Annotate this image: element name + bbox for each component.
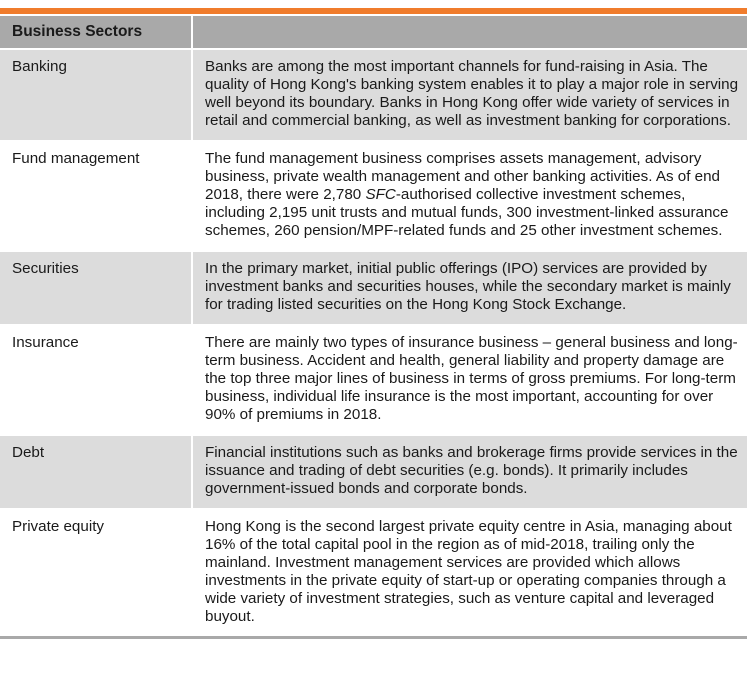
- sector-description: [192, 251, 747, 325]
- header-blank-cell: [192, 16, 747, 49]
- sfc-italic-text: SFC: [365, 186, 396, 203]
- description-text: In the primary market, initial public offerings (IPO) services are provided by investment banks and securities houses, while the secondary market is mainly for trading listed securities on the Hong Kong Stock Exchange.: [205, 260, 731, 313]
- sector-label: Banking: [0, 49, 192, 141]
- sector-description: [192, 141, 747, 251]
- description-text: There are mainly two types of insurance business – general business and long-term business. Accident and health, general liability and property damage are the top three major lines of business in terms of gross premiums. For long-term business, individual life insurance is the most important, accounting for over 90% of premiums in 2018.: [205, 334, 738, 423]
- sector-label: Debt: [0, 435, 192, 509]
- description-text-part: -authorised collective investment schemes, including 2,195 unit trusts and mutual funds, 300 investment-linked assurance schemes, 260 pension/MPF-related funds and 25 other investment schemes.: [205, 186, 729, 239]
- table-row-private-equity: [0, 509, 747, 636]
- business-sectors-table: [0, 16, 747, 636]
- table-row-securities: [0, 251, 747, 325]
- description-text: Banks are among the most important channels for fund-raising in Asia. The quality of Hong Kong's banking system enables it to play a major role in serving well beyond its boundary. Banks in Hong Kong offer wide variety of services in retail and commercial banking, as well as investment banking for corporations.: [205, 58, 739, 129]
- sector-label: Insurance: [0, 325, 192, 435]
- table-row-debt: [0, 435, 747, 509]
- description-text: Hong Kong is the second largest private equity centre in Asia, managing about 16% of the total capital pool in the region as of mid-2018, trailing only the mainland. Investment management services are provided which allows investments in the private equity of start-up or operating companies through a wide variety of investment strategies, such as venture capital and leveraged buyout.: [205, 518, 732, 625]
- table-bottom-rule: [0, 636, 747, 639]
- accent-top-rule: [0, 8, 747, 14]
- table-row-insurance: [0, 325, 747, 435]
- sector-description: [192, 49, 747, 141]
- description-text: [205, 150, 741, 240]
- sector-description: [192, 435, 747, 509]
- description-text: Financial institutions such as banks and brokerage firms provide services in the issuance and trading of debt securities (e.g. bonds). It primarily includes government-issued bonds and corporate bonds.: [205, 444, 738, 497]
- sector-description: [192, 509, 747, 636]
- table-header-row: [0, 16, 747, 49]
- sector-label: Fund management: [0, 141, 192, 251]
- sector-label: Securities: [0, 251, 192, 325]
- sector-label: Private equity: [0, 509, 192, 636]
- sector-description: [192, 325, 747, 435]
- table-row-fund-management: [0, 141, 747, 251]
- header-business-sectors: Business Sectors: [0, 16, 192, 49]
- description-text-part: The fund management business comprises assets management, advisory business, private wealth management and other banking activities. As of end 2018, there were 2,780: [205, 150, 720, 203]
- table-row-banking: [0, 49, 747, 141]
